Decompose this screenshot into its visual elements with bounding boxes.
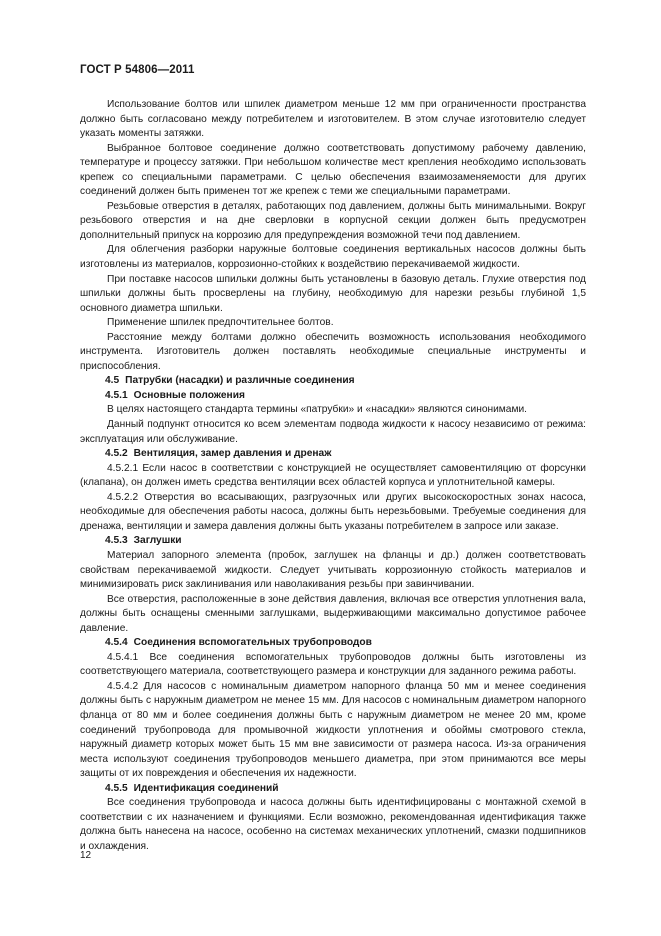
- paragraph: Данный подпункт относится ко всем элементам подвода жидкости к насосу независимо от режима: эксплуатация или обслуживание.: [80, 419, 586, 445]
- section-title: Основные положения: [133, 389, 245, 401]
- paragraph: 4.5.2.1 Если насос в соответствии с конструкцией не осуществляет самовентиляцию от форсунки (клапана), он должен иметь средства вентиляции всех областей корпуса и уплотнительной камеры.: [80, 462, 586, 489]
- section-heading: [80, 374, 586, 389]
- paragraph: Использование болтов или шпилек диаметром меньше 12 мм при ограниченности пространства должно быть согласовано между потребителем и изготовителем. В этом случае изготовителю следует указать моменты затяжки.: [80, 99, 586, 140]
- paragraph: Резьбовые отверстия в деталях, работающих под давлением, должны быть минимальными. Вокруг резьбового отверстия и на дне сверловки в корпусной секции должен быть предусмотрен дополнительный припуск на коррозию для предупреждения возможной течи под давлением.: [80, 200, 586, 241]
- section-heading: [80, 534, 586, 549]
- section-heading: [80, 447, 586, 462]
- paragraph: В целях настоящего стандарта термины «патрубки» и «насадки» являются синонимами.: [107, 404, 527, 416]
- section-number: 4.5.5: [105, 782, 128, 794]
- section-title: Заглушки: [133, 535, 182, 547]
- paragraph: Применение шпилек предпочтительнее болтов.: [107, 317, 334, 329]
- paragraph: Все отверстия, расположенные в зоне действия давления, включая все отверстия уплотнения вала, должны быть оснащены сменными заглушками, выдерживающими максимально допустимое рабочее давление.: [80, 593, 586, 634]
- section-heading: [80, 636, 586, 651]
- section-title: Патрубки (насадки) и различные соединения: [125, 375, 355, 387]
- section-number: 4.5.4: [105, 637, 128, 649]
- paragraph: Материал запорного элемента (пробок, заглушек на фланцы и др.) должен соответствовать свойствам перекачиваемой жидкости. Следует учитывать коррозионную стойкость материалов и минимизировать риск заклинивания или наволакивания резьбы при завинчивании.: [80, 549, 586, 591]
- section-title: Вентиляция, замер давления и дренаж: [133, 448, 332, 460]
- paragraph: 4.5.4.1 Все соединения вспомогательных трубопроводов должны быть изготовлены из соответствующего материала, соответствующего размера и конструкции для заданного режима работы.: [80, 651, 586, 678]
- document-body: [80, 98, 586, 854]
- paragraph: Расстояние между болтами должно обеспечить возможность использования необходимого инструмента. Изготовитель должен поставлять необходимые специальные инструменты и приспособления.: [80, 331, 586, 372]
- section-number: 4.5.3: [105, 535, 128, 547]
- section-heading: [80, 782, 586, 797]
- section-number: 4.5.1: [105, 389, 128, 401]
- paragraph: Выбранное болтовое соединение должно соответствовать допустимому рабочему давлению, температуре и процессу затяжки. При небольшом количестве мест крепления необходимо использовать крепеж со специальными параметрами. С целью обеспечения взаимозаменяемости для других соединений должен быть применен тот же крепеж с теми же специальными параметрами.: [80, 142, 586, 198]
- paragraph: Все соединения трубопровода и насоса должны быть идентифицированы с монтажной схемой в соответствии с их назначением и функциями. Если возможно, рекомендованная идентификация также должна быть нанесена на насосе, особенно на системах механических уплотнений, смазки подшипников и охлаждения.: [80, 797, 586, 852]
- paragraph: 4.5.2.2 Отверстия во всасывающих, разгрузочных или других высокоскоростных зонах насоса, необходимые для обеспечения работы насоса, должны быть нерезьбовыми. Требуемые соединения для дренажа, вентиляции и замера давления должны быть указаны потребителем в запросе или заказе.: [80, 491, 586, 532]
- section-heading: [80, 389, 586, 404]
- section-title: Идентификация соединений: [133, 782, 279, 794]
- page-number: 12: [80, 850, 92, 861]
- document-header: ГОСТ Р 54806—2011: [80, 64, 195, 76]
- section-title: Соединения вспомогательных трубопроводов: [133, 637, 372, 649]
- section-number: 4.5.2: [105, 448, 128, 460]
- section-number: 4.5: [105, 375, 120, 387]
- paragraph: 4.5.4.2 Для насосов с номинальным диаметром напорного фланца 50 мм и менее соединения должны быть с наружным диаметром не менее 15 мм. Для насосов с номинальным диаметром напорного фланца от 80 мм и более соединения должны быть с наружным диаметром не менее 20 мм, кроме соединений трубопровода для промывочной жидкости уплотнения и обоймы смотрового стекла, наружный диаметр которых может быть 15 мм вне зависимости от размера насоса. Из-за ограничения места используют соединения трубопроводов меньшего диаметра, при этом принимаются все меры защиты от их повреждения и обеспечения их надежности.: [80, 680, 586, 780]
- paragraph: При поставке насосов шпильки должны быть установлены в базовую деталь. Глухие отверстия под шпильки должны быть просверлены на глубину, необходимую для нарезки резьбы глубиной 1,5 основного диаметра шпильки.: [80, 273, 586, 314]
- paragraph: Для облегчения разборки наружные болтовые соединения вертикальных насосов должны быть изготовлены из материалов, коррозионно-стойких к воздействию перекачиваемой жидкости.: [80, 244, 586, 271]
